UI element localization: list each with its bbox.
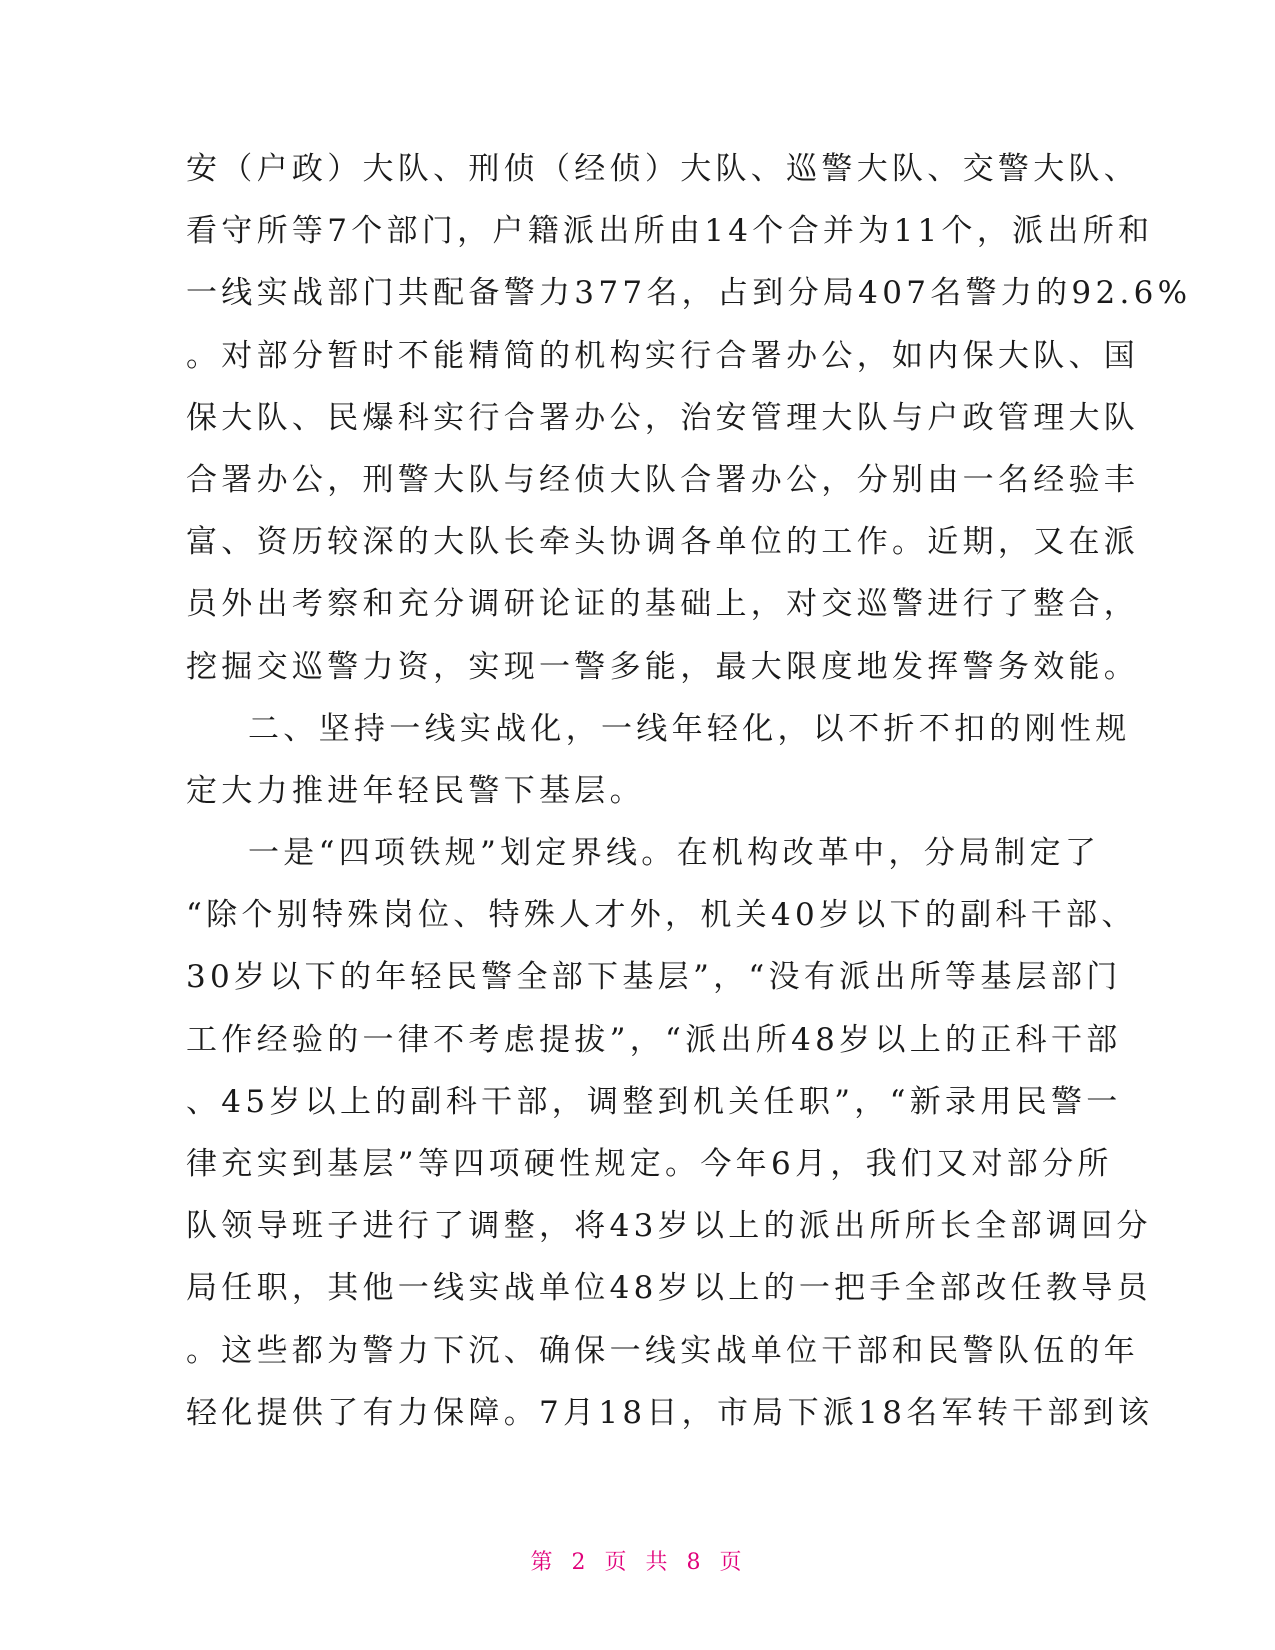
- text-line: 员外出考察和充分调研论证的基础上，对交巡警进行了整合，: [186, 586, 1140, 623]
- text-line: 30岁以下的年轻民警全部下基层”，“没有派出所等基层部门: [186, 959, 1122, 996]
- text-line: 局任职，其他一线实战单位48岁以上的一把手全部改任教导员: [186, 1270, 1152, 1307]
- text-line: 律充实到基层”等四项硬性规定。今年6月，我们又对部分所: [186, 1146, 1113, 1182]
- footer-suffix: 页: [719, 1550, 745, 1575]
- document-body: [186, 138, 1192, 1444]
- text-line: 、45岁以上的副科干部，调整到机关任职”，“新录用民警一: [186, 1083, 1122, 1120]
- text-line: 富、资历较深的大队长牵头协调各单位的工作。近期，又在派: [186, 524, 1140, 561]
- text-line: 一线实战部门共配备警力377名，占到分局407名警力的92.6%: [186, 275, 1192, 312]
- text-line: 保大队、民爆科实行合署办公，治安管理大队与户政管理大队: [186, 399, 1140, 436]
- text-line: 二、坚持一线实战化，一线年轻化，以不折不扣的刚性规: [248, 710, 1131, 747]
- text-line: 安（户政）大队、刑侦（经侦）大队、巡警大队、交警大队、: [186, 151, 1140, 187]
- text-line: 工作经验的一律不考虑提拔”，“派出所48岁以上的正科干部: [186, 1021, 1122, 1058]
- footer-total-pages: 8: [686, 1550, 704, 1575]
- footer-total-word: 共: [645, 1550, 671, 1575]
- text-line: 轻化提供了有力保障。7月18日，市局下派18名军转干部到该: [186, 1394, 1154, 1431]
- text-line: 队领导班子进行了调整，将43岁以上的派出所所长全部调回分: [186, 1208, 1152, 1245]
- text-line: “除个别特殊岗位、特殊人才外，机关40岁以下的副科干部、: [186, 897, 1137, 934]
- text-line: 。这些都为警力下沉、确保一线实战单位干部和民警队伍的年: [186, 1332, 1140, 1369]
- text-line: 合署办公，刑警大队与经侦大队合署办公，分别由一名经验丰: [186, 461, 1140, 498]
- footer-prefix: 第: [530, 1550, 556, 1575]
- footer-current-page: 2: [571, 1550, 589, 1575]
- text-line: 看守所等7个部门，户籍派出所由14个合并为11个，派出所和: [186, 213, 1154, 250]
- footer-page-word: 页: [604, 1550, 630, 1575]
- text-line: 一是“四项铁规”划定界线。在机构改革中，分局制定了: [248, 835, 1101, 872]
- text-line: 挖掘交巡警力资，实现一警多能，最大限度地发挥警务效能。: [186, 648, 1140, 685]
- page-footer: [0, 1545, 1275, 1576]
- text-line: 。对部分暂时不能精简的机构实行合署办公，如内保大队、国: [186, 337, 1140, 374]
- text-line: 定大力推进年轻民警下基层。: [186, 772, 645, 809]
